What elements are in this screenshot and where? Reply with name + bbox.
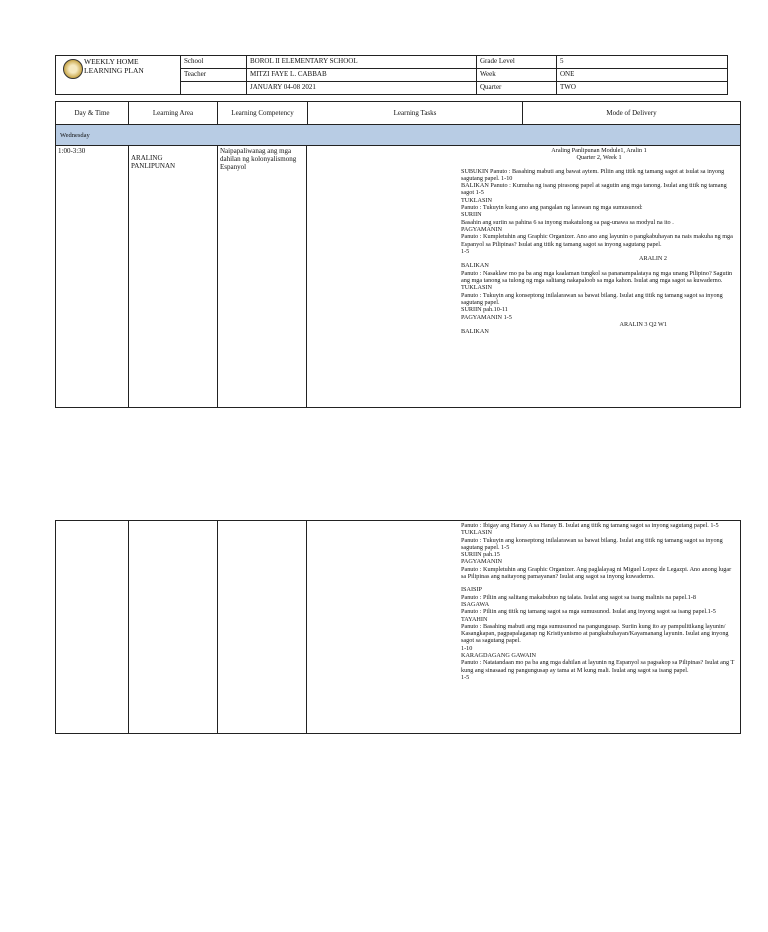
task-line: SURIIN pah.10-11: [461, 306, 508, 314]
task-line: BALIKAN: [461, 262, 489, 270]
lesson-row-continued: [56, 521, 741, 734]
task-line: SURIIN pah.15: [461, 551, 500, 559]
header-table: [55, 55, 728, 95]
task-line: Panuto : Basahing mabuti ang mga sumusunod na pangungusap. Suriin kung ito ay pampulitikang layunin/ Kasangkapan, pagpapalaganap ng Kristiyanismo at pangkabuhayan/Kayamanang layunin. Isulat ang inyong sagot sa sagutang papel.: [461, 622, 729, 645]
school-label: School: [181, 56, 247, 69]
task-line: PAGYAMANIN: [461, 225, 503, 233]
task-line: PAGYAMANIN: [461, 558, 503, 566]
col-learning-area: Learning Area: [129, 102, 218, 125]
task-line: Basahin ang suriin sa pahina 6 sa inyong makatulong sa pag-unawa sa modyul na ito .: [461, 218, 674, 226]
col-competency-tasks: [218, 102, 523, 125]
task-line: TUKLASIN: [461, 196, 492, 204]
competency-cell-continued: [218, 521, 307, 734]
task-line: Panuto : Piliin ang titik ng tamang sagot sa mga sumusunod. Isulat ang inyong sagot sa isang papel.1-5: [461, 608, 716, 616]
tasks-cell-page2: [307, 521, 741, 734]
school-value: BOROL II ELEMENTARY SCHOOL: [247, 56, 477, 69]
task-line: TUKLASIN: [461, 284, 492, 292]
deped-logo-icon: [63, 59, 83, 79]
task-line: Panuto : Kumpletuhin ang Graphic Organizer. Ano ano ang layunin o pangkabuhayan na nais makuha ng mga Espanyol sa Pilipinas? Isulat ang titik ng tamang sagot sa inyong sagutang papel.: [461, 233, 733, 248]
col-mode-delivery: Mode of Delivery: [523, 102, 741, 125]
plan-title-line2: LEARNING PLAN: [84, 66, 144, 75]
task-line: SURIIN: [461, 211, 482, 219]
area-cell: [129, 146, 218, 408]
tasks-list-page2: [461, 522, 737, 681]
area-text: ARALING PANLIPUNAN: [131, 154, 176, 170]
col-learning-competency: Learning Competency: [218, 102, 308, 124]
quarter-value: TWO: [557, 82, 728, 95]
teacher-label: Teacher: [181, 69, 247, 82]
task-line: Panuto : Nasaklaw mo pa ba ang mga kaalaman tungkol sa pananampalataya ng mga unang Pilipino? Sagutin ang mga tanong sa tulong ng mga salitang nakapaloob sa mga kahon. Isulat ang mga sagot sa kuwaderno.: [461, 269, 733, 285]
tasks-cell-page1: [307, 146, 741, 408]
task-line: Quarter 2, Week 1: [576, 154, 622, 162]
task-line: BALIKAN Panuto : Kumuha ng isang pirasong papel at sagutin ang mga tanong. Isulat ang titik ng tamang sagot 1-5: [461, 182, 727, 197]
task-line: BALIKAN: [461, 328, 489, 336]
column-header-row: [56, 102, 741, 125]
task-line: 1-5: [461, 673, 470, 681]
task-line: Panuto : Piliin ang salitang makabubuo ng talata. Isulat ang sagot sa isang malinis na papel.1-8: [461, 593, 696, 601]
col-learning-tasks: Learning Tasks: [393, 109, 437, 117]
lesson-row: [56, 146, 741, 408]
task-line: ARALIN 3 Q2 W1: [619, 320, 667, 328]
task-line: Panuto : Natatandaan mo pa ba ang mga dahilan at layunin ng Espanyol sa pagsakop sa Pilipinas? Isulat ang T kung ang sinasaad ng pangungusap ay tama at M kung mali. Isulat ang sagot sa isang papel.: [461, 659, 735, 674]
task-line: KARAGDAGANG GAWAIN: [461, 652, 536, 660]
grade-label: Grade Level: [477, 56, 557, 69]
task-line: SUBUKIN Panuto : Basahing mabuti ang bawat aytem. Piliin ang titik ng tamang sagot at isulat sa inyong sagutang papel. 1-10: [461, 167, 725, 182]
date-value: JANUARY 04-08 2021: [247, 82, 477, 95]
area-cell-continued: [129, 521, 218, 734]
task-line: TAYAHIN: [461, 615, 488, 623]
task-line: 1-10: [461, 644, 473, 652]
day-row: Wednesday: [56, 125, 741, 146]
plan-title-line1: WEEKLY HOME: [84, 57, 139, 66]
quarter-label: Quarter: [477, 82, 557, 95]
task-line: TUKLASIN: [461, 529, 492, 537]
plan-title: [84, 57, 144, 75]
task-line: Panuto : Kumpletuhin ang Graphic Organizer. Ang paglalayag ni Miguel Lopez de Legazpi. Ano anong lugar sa Pilipinas ang naitayong pamayanan? Isulat ang sagot sa inyong kuwaderno.: [461, 565, 732, 581]
date-label: [181, 82, 247, 95]
plan-title-cell: [56, 56, 181, 95]
task-line: PAGYAMANIN 1-5: [461, 313, 512, 321]
time-cell-continued: [56, 521, 129, 734]
tasks-list-page1: [461, 147, 737, 335]
task-line: Panuto : Tukuyin ang konseptong inilalarawan sa bawat bilang. Isulat ang titik ng tamang sagot sa inyong sagutang papel.: [461, 291, 723, 306]
time-cell: 1:00-3:30: [56, 146, 129, 408]
plan-table-page2: [55, 520, 741, 734]
teacher-value: MITZI FAYE L. CABBAB: [247, 69, 477, 82]
task-line: ISAISIP: [461, 586, 482, 594]
task-line: Panuto : Ibigay ang Hanay A sa Hanay B. Isulat ang titik ng tamang sagot sa inyong sagutang papel. 1-5: [461, 522, 719, 529]
col-day-time: Day & Time: [56, 102, 129, 125]
week-label: Week: [477, 69, 557, 82]
plan-table-page1: [55, 101, 741, 408]
task-line: ISAGAWA: [461, 600, 490, 608]
task-line: 1-5: [461, 247, 470, 255]
header-block: [55, 55, 728, 102]
task-line: ARALIN 2: [638, 255, 667, 263]
task-line: Panuto : Tukuyin ang konseptong inilalarawan sa bawat bilang. Isulat ang titik ng tamang sagot sa inyong sagutang papel. 1-5: [461, 536, 723, 551]
competency-cell: Naipapaliwanag ang mga dahilan ng kolonyalismong Espanyol: [218, 146, 307, 408]
task-line: Panuto : Tukuyin kung ano ang pangalan ng larawan ng mga sumusunod:: [461, 204, 643, 212]
grade-value: 5: [557, 56, 728, 69]
week-value: ONE: [557, 69, 728, 82]
task-line: Araling Panlipunan Module1, Aralin 1: [551, 147, 647, 154]
